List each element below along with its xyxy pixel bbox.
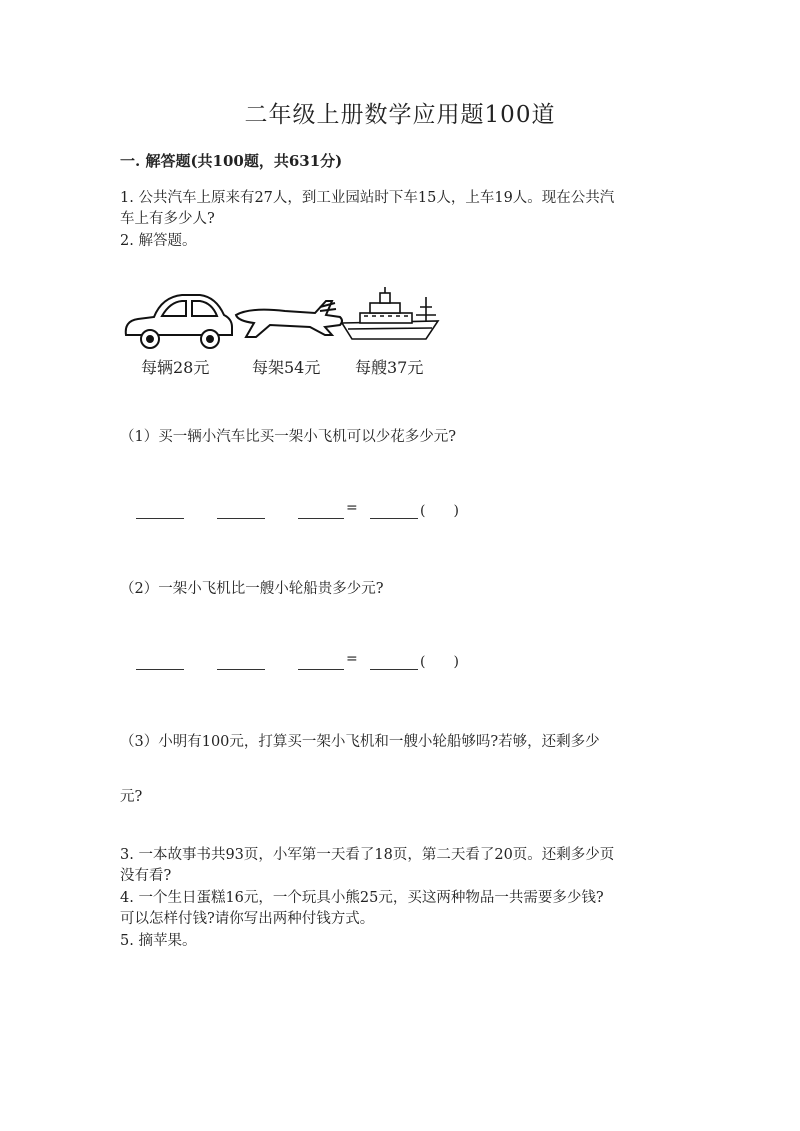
question-4-line-1: 4. 一个生日蛋糕16元，一个玩具小熊25元，买这两种物品一共需要多少钱?	[120, 890, 604, 906]
question-3-line-2: 没有看?	[120, 868, 172, 884]
answer-blank[interactable]	[370, 653, 418, 670]
sub-question-1: （1）买一辆小汽车比买一架小飞机可以少花多少元?	[120, 429, 456, 445]
answer-blank[interactable]	[136, 653, 184, 670]
page-title: 二年级上册数学应用题100道	[244, 102, 556, 128]
answer-blank[interactable]	[136, 502, 184, 519]
question-4-line-2: 可以怎样付钱?请你写出两种付钱方式。	[120, 911, 375, 927]
unit-parentheses[interactable]: ( )	[420, 503, 459, 519]
answer-blank[interactable]	[298, 653, 344, 670]
airplane-icon	[236, 301, 342, 337]
answer-row-2	[120, 653, 520, 675]
section-heading: 一. 解答题(共100题，共631分)	[120, 152, 343, 170]
sub-question-3-line-2: 元?	[120, 789, 143, 805]
airplane-price-caption: 每架54元	[252, 358, 321, 377]
question-1-line-2: 车上有多少人?	[120, 211, 215, 227]
sub-question-3-line-1: （3）小明有100元，打算买一架小飞机和一艘小轮船够吗?若够，还剩多少	[120, 734, 600, 750]
ship-price-caption: 每艘37元	[355, 358, 424, 377]
answer-blank[interactable]	[298, 502, 344, 519]
question-3-line-1: 3. 一本故事书共93页，小军第一天看了18页，第二天看了20页。还剩多少页	[120, 847, 615, 863]
question-4	[120, 888, 690, 930]
equals-sign: =	[346, 651, 358, 667]
car-icon	[126, 295, 232, 348]
car-price-caption: 每辆28元	[141, 358, 210, 377]
question-5: 5. 摘苹果。	[120, 933, 197, 949]
answer-blank[interactable]	[370, 502, 418, 519]
sub-question-2: （2）一架小飞机比一艘小轮船贵多少元?	[120, 581, 384, 597]
answer-blank[interactable]	[217, 502, 265, 519]
ship-icon	[342, 287, 438, 339]
question-3	[120, 845, 690, 887]
answer-row-1	[120, 502, 520, 524]
unit-parentheses[interactable]: ( )	[420, 654, 459, 670]
question-1-line-1: 1. 公共汽车上原来有27人，到工业园站时下车15人，上车19人。现在公共汽	[120, 190, 615, 206]
question-2-intro: 2. 解答题。	[120, 233, 197, 249]
vehicles-illustration	[120, 285, 450, 355]
question-1	[120, 188, 690, 230]
equals-sign: =	[346, 500, 358, 516]
answer-blank[interactable]	[217, 653, 265, 670]
